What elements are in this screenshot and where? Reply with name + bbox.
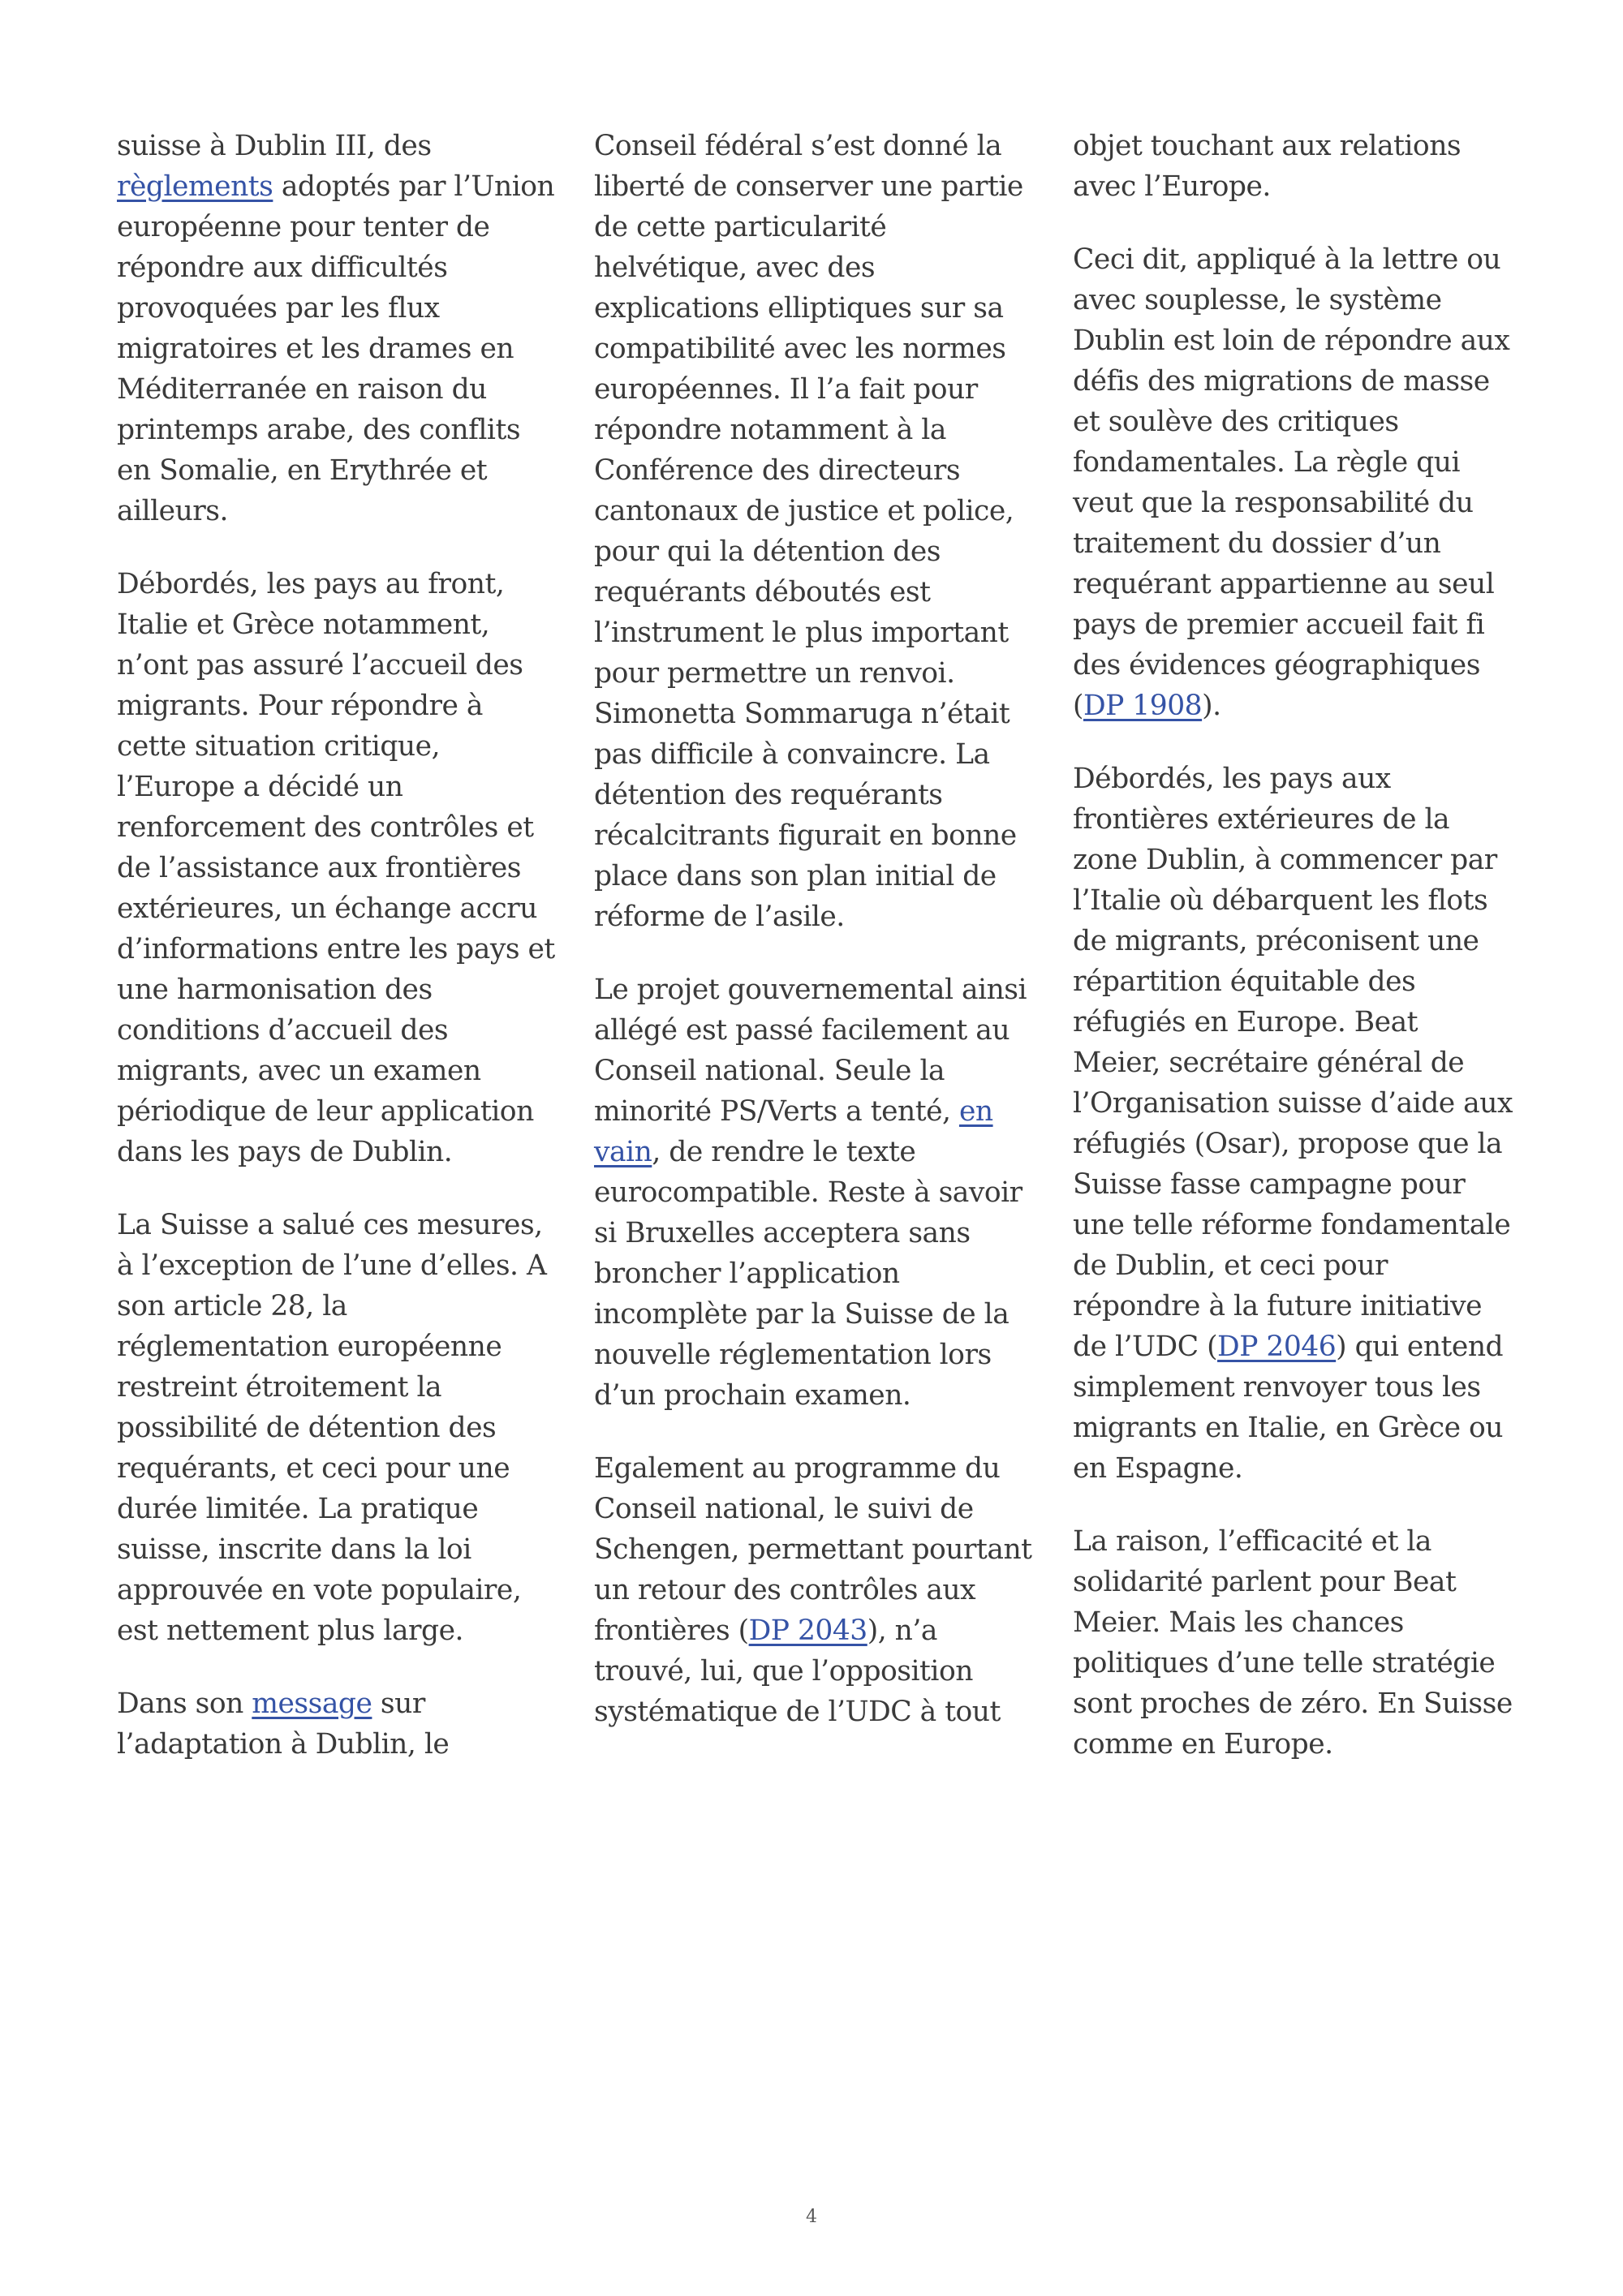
dp-2043-link[interactable]: DP 2043 — [748, 1615, 867, 1647]
message-link[interactable]: message — [252, 1688, 372, 1720]
dp-1908-link[interactable]: DP 1908 — [1083, 690, 1203, 722]
paragraph: Egalement au programme du Conseil national, le suivi de Schengen, permettant pourtant un retour des contrôles aux frontières (DP 2043), n’a trouvé, lui, que l’opposition systématique de l’UDC à tout — [594, 1452, 1032, 1728]
paragraph: Ceci dit, appliqué à la lettre ou avec souplesse, le système Dublin est loin de répondre aux défis des migrations de masse et soulève des critiques fondamentales. La règle qui veut que la responsabilité du traitement du dossier d’un requérant appartienne au seul pays de premier accueil fait fi des évidences géographiques (DP 1908). — [1073, 243, 1510, 722]
reglements-link[interactable]: règlements — [117, 170, 273, 203]
paragraph: La raison, l’efficacité et la solidarité parlent pour Beat Meier. Mais les chances politiques d’une telle stratégie sont proches de zéro. En Suisse comme en Europe. — [1073, 1525, 1513, 1761]
paragraph: Le projet gouvernemental ainsi allégé est passé facilement au Conseil national. Seule la minorité PS/Verts a tenté, en vain, de rendre le texte eurocompatible. Reste à savoir si Bruxelles acceptera sans broncher l’application incomplète par la Suisse de la nouvelle réglementation lors d’un prochain examen. — [594, 974, 1027, 1412]
paragraph: Conseil fédéral s’est donné la liberté de conserver une partie de cette particularité helvétique, avec des explications elliptiques sur sa compatibilité avec les normes européennes. Il l’a fait pour répondre notamment à la Conférence des directeurs cantonaux de justice et police, pour qui la détention des requérants déboutés est l’instrument le plus important pour permettre un renvoi. Simonetta Sommaruga n’était pas difficile à convaincre. La détention des requérants récalcitrants figurait en bonne place dans son plan initial de réforme de l’asile. — [594, 130, 1023, 933]
page-number: 4 — [806, 2207, 817, 2227]
paragraph: Débordés, les pays au front, Italie et Grèce notamment, n’ont pas assuré l’accueil des migrants. Pour répondre à cette situation critique, l’Europe a décidé un renforcement des contrôles et de l’assistance aux frontières extérieures, un échange accru d’informations entre les pays et une harmonisation des conditions d’accueil des migrants, avec un examen périodique de leur application dans les pays de Dublin. — [117, 568, 555, 1168]
paragraph: Débordés, les pays aux frontières extérieures de la zone Dublin, à commencer par l’Italie où débarquent les flots de migrants, préconisent une répartition équitable des réfugiés en Europe. Beat Meier, secrétaire général de l’Organisation suisse d’aide aux réfugiés (Osar), propose que la Suisse fasse campagne pour une telle réforme fondamentale de Dublin, et ceci pour répondre à la future initiative de l’UDC (DP 2046) qui entend simplement renvoyer tous les migrants en Italie, en Grèce ou en Espagne. — [1073, 763, 1513, 1485]
paragraph: La Suisse a salué ces mesures, à l’exception de l’une d’elles. A son article 28, la réglementation européenne restreint étroitement la possibilité de détention des requérants, et ceci pour une durée limitée. La pratique suisse, inscrite dans la loi approuvée en vote populaire, est nettement plus large. — [117, 1209, 547, 1647]
text-column-2 — [594, 126, 1048, 1732]
paragraph: Dans son message sur l’adaptation à Dublin, le — [117, 1688, 450, 1761]
paragraph: objet touchant aux relations avec l’Europe. — [1073, 130, 1462, 203]
text-column-1 — [117, 126, 571, 1765]
dp-2046-link[interactable]: DP 2046 — [1217, 1331, 1337, 1363]
text-column-3 — [1073, 126, 1527, 1765]
paragraph: suisse à Dublin III, des règlements adoptés par l’Union européenne pour tenter de répondre aux difficultés provoquées par les flux migratoires et les drames en Méditerranée en raison du printemps arabe, des conflits en Somalie, en Erythrée et ailleurs. — [117, 130, 555, 527]
en-vain-link[interactable]: en vain — [594, 1095, 993, 1168]
